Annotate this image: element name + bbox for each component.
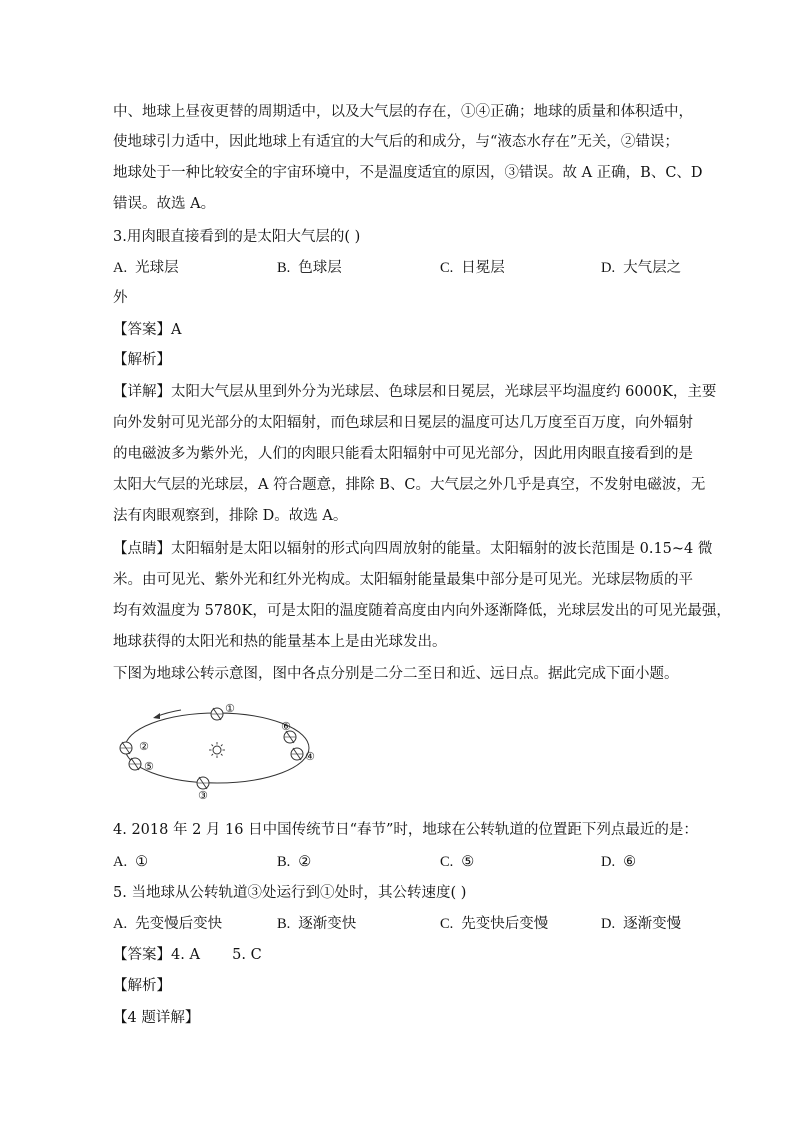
option-label: B.: [277, 854, 291, 870]
q3-detail-line: 【详解】太阳大气层从里到外分为光球层、色球层和日冕层，光球层平均温度约 6000K，主要: [113, 384, 717, 400]
option-label: B.: [277, 916, 291, 932]
q3-tip-line: 【点睛】太阳辐射是太阳以辐射的形式向四周放射的能量。太阳辐射的波长范围是 0.15~4 微: [113, 541, 713, 557]
earth-position-1: [211, 708, 223, 720]
option-label: B.: [277, 260, 291, 276]
earth-position-2: [120, 742, 132, 754]
earth-position-5: [129, 758, 141, 770]
option-text: 先变快后变慢: [461, 916, 549, 932]
q4-option-a: [113, 852, 148, 872]
q3-analysis-header: 【解析】: [113, 352, 171, 368]
q3-option-a: [113, 258, 179, 278]
q45-answer: 【答案】4. A 5. C: [113, 947, 262, 963]
q5-option-d: [601, 914, 681, 934]
option-text: ⑥: [623, 854, 637, 870]
point-label-5: ⑤: [144, 760, 154, 773]
q3-tip-line: 地球获得的太阳光和热的能量基本上是由光球发出。: [113, 634, 447, 650]
body-text-line: 使地球引力适中，因此地球上有适宜的大气后的和成分，与“液态水存在”无关，②错误；: [113, 134, 679, 150]
option-text: 光球层: [135, 260, 179, 276]
q3-option-c: [440, 258, 505, 278]
option-text: 色球层: [298, 260, 342, 276]
point-label-6: ⑥: [281, 720, 291, 733]
q3-option-b: [277, 258, 342, 278]
body-text-line: 中、地球上昼夜更替的周期适中，以及大气层的存在，①④正确；地球的质量和体积适中，: [113, 104, 693, 120]
q3-tip-line: 均有效温度为 5780K，可是太阳的温度随着高度由内向外逐渐降低，光球层发出的可见光最强，: [113, 603, 731, 619]
earth-orbit-figure: [113, 700, 328, 800]
q3-tip-line: 米。由可见光、紫外光和红外光构成。太阳辐射能量最集中部分是可见光。光球层物质的平: [113, 572, 693, 588]
body-text-line: 错误。故选 A。: [113, 196, 216, 212]
option-label: C.: [440, 916, 454, 932]
option-text: 先变慢后变快: [135, 916, 223, 932]
option-text: ⑤: [461, 854, 475, 870]
option-text: 大气层之: [623, 260, 682, 276]
question-4-stem: 4. 2018 年 2 月 16 日中国传统节日“春节”时，地球在公转轨道的位置距下列点最近的是：: [113, 822, 698, 838]
q45-analysis-header: 【解析】: [113, 978, 171, 994]
arrow-head-icon: [153, 713, 160, 719]
option-label: C.: [440, 854, 454, 870]
point-label-2: ②: [139, 740, 149, 753]
earth-position-4: [291, 748, 303, 760]
earth-position-3: [197, 777, 209, 789]
q5-option-c: [440, 914, 548, 934]
option-label: A.: [113, 260, 128, 276]
option-label: A.: [113, 854, 128, 870]
q5-option-a: [113, 914, 222, 934]
option-label: D.: [601, 260, 616, 276]
q4-option-c: [440, 852, 474, 872]
q3-detail-line: 太阳大气层的光球层，A 符合题意，排除 B、C。大气层之外几乎是真空，不发射电磁波，无: [113, 477, 706, 493]
option-label: C.: [440, 260, 454, 276]
question-5-stem: 5. 当地球从公转轨道③处运行到①处时，其公转速度( ): [113, 885, 467, 901]
option-text: 逐渐变快: [298, 916, 357, 932]
option-text: 逐渐变慢: [623, 916, 682, 932]
q4-detail-header: 【4 题详解】: [113, 1010, 200, 1026]
q4-option-d: [601, 852, 636, 872]
option-text: 日冕层: [461, 260, 505, 276]
q3-answer: 【答案】A: [113, 322, 182, 338]
body-text-line: 地球处于一种比较安全的宇宙环境中，不是温度适宜的原因，③错误。故 A 正确，B、C、D: [113, 165, 703, 181]
point-label-4: ④: [305, 750, 315, 763]
point-label-3: ③: [198, 789, 208, 800]
option-label: A.: [113, 916, 128, 932]
sun-icon: [209, 742, 225, 758]
figure-intro: 下图为地球公转示意图，图中各点分别是二分二至日和近、远日点。据此完成下面小题。: [113, 666, 679, 682]
q4-option-b: [277, 852, 311, 872]
q3-detail-line: 法有肉眼观察到，排除 D。故选 A。: [113, 508, 348, 524]
question-3-stem: 3.用肉眼直接看到的是太阳大气层的( ): [113, 229, 361, 245]
q3-option-d: [601, 258, 681, 278]
q5-option-b: [277, 914, 356, 934]
option-label: D.: [601, 854, 616, 870]
q3-option-wrap: 外: [113, 290, 128, 306]
q3-detail-line: 的电磁波多为紫外光，人们的肉眼只能看太阳辐射中可见光部分，因此用肉眼直接看到的是: [113, 446, 693, 462]
q3-detail-line: 向外发射可见光部分的太阳辐射，而色球层和日冕层的温度可达几万度至百万度，向外辐射: [113, 415, 693, 431]
point-label-1: ①: [225, 702, 235, 715]
option-text: ②: [298, 854, 312, 870]
orbit-diagram: [113, 700, 328, 800]
option-text: ①: [135, 854, 149, 870]
option-label: D.: [601, 916, 616, 932]
